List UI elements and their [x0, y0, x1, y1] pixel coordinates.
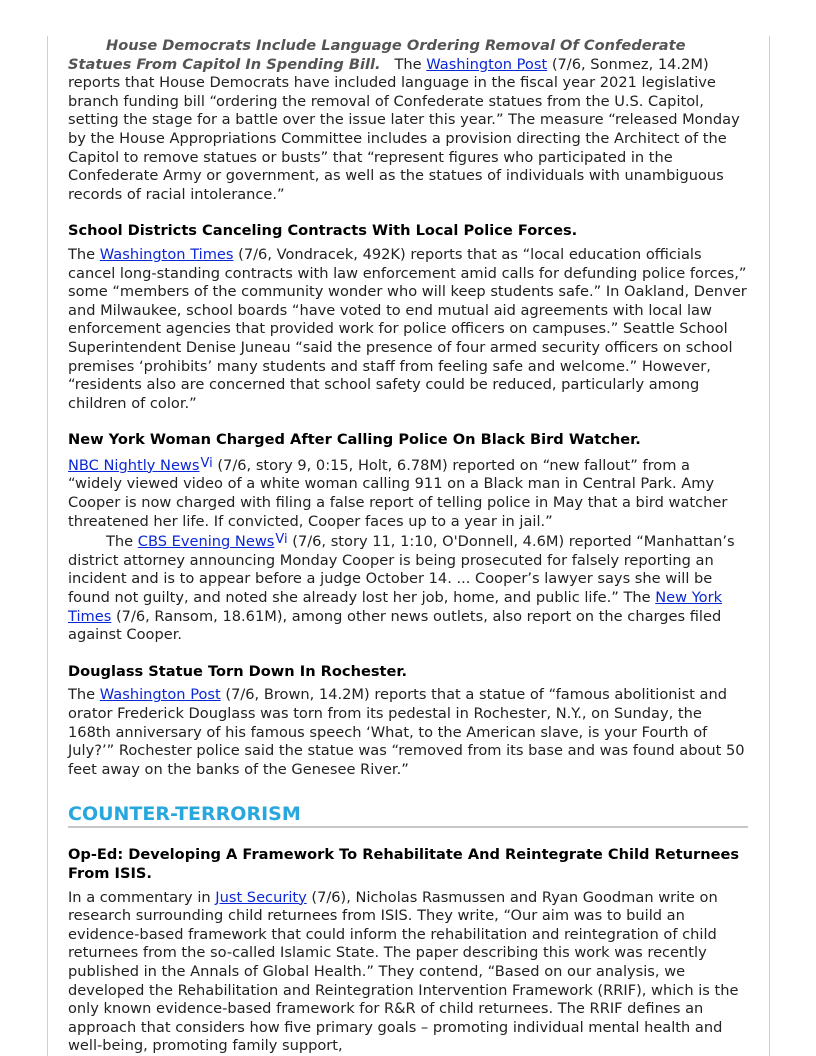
source-link-new-york-times[interactable]: New York Times — [68, 589, 723, 625]
article-heading: Op-Ed: Developing A Framework To Rehabilitate And Reintegrate Child Returnees From ISIS. — [68, 846, 740, 882]
article-text: The — [68, 245, 100, 263]
article-body — [68, 531, 748, 645]
article-text: (7/6, story 11, 1:10, O'Donnell, 4.6M) reported “Manhattan’s district attorney announcing Monday Cooper is being prosecuted for falsely reporting an incident and is to appear before a judge October 14. ... Cooper’s lawyer says she will be found not guilty, and noted she already lost her job, home, and public life.” The — [68, 533, 735, 607]
article-body — [68, 686, 748, 779]
article-headline: House Democrats Include Language Ordering Removal Of Confederate Statues From Capitol In Spending Bill. — [68, 37, 686, 73]
article-text: In a commentary in — [68, 888, 216, 906]
article-text: (7/6, Brown, 14.2M) reports that a statue of “famous abolitionist and orator Frederick Douglass was torn from its pedestal in Rochester, N.Y., on Sunday, the 168th anniversary of his famous speech ‘What, to the American slave, is your Fourth of July?’” Rochester police said the statue was “removed from its base and was found about 50 feet away on the banks of the Genesee River.” — [68, 686, 745, 778]
article-body — [68, 455, 748, 531]
source-link-washington-times[interactable]: Washington Times — [99, 245, 234, 263]
article-body — [68, 889, 748, 1056]
article-text: (7/6), Nicholas Rasmussen and Ryan Goodman write on research surrounding child returnees from ISIS. They write, “Our aim was to build an evidence-based framework that could inform the rehabilitation and reintegration of child returnees from the so-called Islamic State. The paper describing this work was recently published in the Annals of Global Health.” They contend, “Based on our analysis, we developed the Rehabilitation and Reintegration Intervention Framework (RRIF), which is the only known evidence-based framework for R&R of child returnees. The RRIF defines an approach that considers how five primary goals – promoting individual mental health and well-being, promoting family support, — [68, 888, 739, 1055]
article-heading: Douglass Statue Torn Down In Rochester. — [68, 662, 408, 680]
video-link-icon[interactable]: Vi — [200, 455, 213, 471]
article-text: (7/6, Ransom, 18.61M), among other news outlets, also report on the charges filed against Cooper. — [68, 607, 722, 644]
section-title: COUNTER-TERRORISM — [68, 803, 748, 828]
source-link-washington-post[interactable]: Washington Post — [99, 686, 221, 704]
article-confederate-statues — [68, 37, 748, 204]
article-text: The — [106, 533, 138, 551]
article-text: The — [68, 686, 100, 704]
article-text: (7/6, Vondracek, 492K) reports that as “local education officials cancel long-standing contracts with law enforcement amid calls for defunding police forces,” some “members of the community wonder who will keep students safe.” In Oakland, Denver and Milwaukee, school boards “have voted to end mutual aid agreements with local law enforcement agencies that provided work for police officers on campuses.” Seattle School Superintendent Denise Juneau “said the presence of four armed security officers on school premises ‘prohibits’ many students and staff from feeling safe and welcome.” However, “residents also are concerned that school safety could be reduced, particularly among children of color.” — [68, 245, 747, 412]
article-text: The — [394, 55, 427, 73]
source-link-cbs-evening-news[interactable]: CBS Evening News — [137, 533, 275, 551]
article-body — [68, 246, 748, 413]
newsletter-content — [68, 36, 748, 1056]
source-link-nbc-nightly-news[interactable]: NBC Nightly News — [68, 456, 200, 474]
article-heading: New York Woman Charged After Calling Police On Black Bird Watcher. — [68, 431, 641, 449]
source-link-just-security[interactable]: Just Security — [215, 888, 307, 906]
article-heading: School Districts Canceling Contracts With Local Police Forces. — [68, 222, 578, 240]
video-link-icon[interactable]: Vi — [275, 532, 288, 548]
article-text: (7/6, Sonmez, 14.2M) reports that House Democrats have included language in the fiscal year 2021 legislative branch funding bill “ordering the removal of Confederate statues from the U.S. Capitol, setting the stage for a battle over the issue later this year.” The measure “released Monday by the House Appropriations Committee includes a provision directing the Architect of the Capitol to remove statues or busts” that “represent figures who participated in the Confederate Army or government, as well as the statues of individuals with unambiguous records of racial intolerance.” — [68, 55, 740, 203]
article-text: (7/6, story 9, 0:15, Holt, 6.78M) reported on “new fallout” from a “widely viewed video of a white woman calling 911 on a Black man in Central Park. Amy Cooper is now charged with filing a false report of telling police in May that a bird watcher threatened her life. If convicted, Cooper faces up to a year in jail.” — [68, 456, 728, 530]
source-link-washington-post[interactable]: Washington Post — [426, 55, 548, 73]
